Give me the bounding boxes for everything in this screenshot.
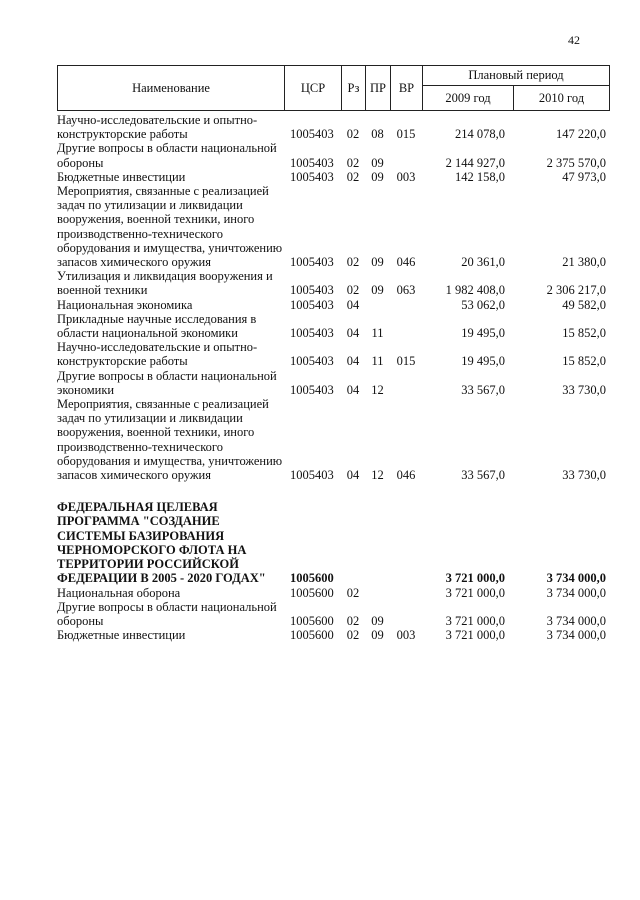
header-plan-period: Плановый период — [423, 66, 609, 86]
row-value-2010: 21 380,0 — [562, 255, 606, 270]
table-row — [57, 600, 610, 628]
row-value-2009: 214 078,0 — [455, 127, 505, 142]
page-number: 42 — [568, 33, 580, 47]
row-name: Национальная экономика — [57, 297, 193, 312]
section-gap — [57, 482, 610, 500]
row-rz: 04 — [346, 382, 360, 397]
row-vr: 003 — [396, 628, 416, 643]
row-value-2010: 47 973,0 — [562, 169, 606, 184]
row-name: Другие вопросы в области национальной обороны — [57, 599, 277, 628]
row-value-2010: 147 220,0 — [556, 127, 606, 142]
row-csr: 1005403 — [290, 382, 334, 397]
row-pr: 11 — [371, 354, 384, 369]
row-value-2009: 19 495,0 — [461, 326, 505, 341]
row-csr: 1005403 — [290, 326, 334, 341]
row-value-2010: 2 375 570,0 — [546, 155, 606, 170]
row-rz: 02 — [346, 628, 360, 643]
row-vr: 046 — [396, 468, 416, 483]
row-name: Прикладные научные исследования в области национальной экономики — [57, 311, 257, 341]
header-vr: ВР — [391, 66, 423, 110]
row-csr: 1005403 — [290, 155, 334, 170]
table-row — [57, 397, 610, 482]
row-name: Научно-исследовательские и опытно-конструкторские работы — [57, 340, 258, 369]
row-csr: 1005403 — [290, 468, 334, 483]
row-value-2009: 1 982 408,0 — [445, 283, 505, 298]
row-pr: 12 — [371, 382, 384, 397]
row-value-2010: 33 730,0 — [562, 468, 606, 483]
row-csr: 1005403 — [290, 283, 334, 298]
row-value-2010: 3 734 000,0 — [546, 585, 606, 600]
header-csr: ЦСР — [285, 66, 342, 110]
header-rz: Рз — [342, 66, 366, 110]
row-csr: 1005403 — [290, 297, 334, 312]
row-rz: 04 — [346, 354, 360, 369]
row-name: ФЕДЕРАЛЬНАЯ ЦЕЛЕВАЯ ПРОГРАММА "СОЗДАНИЕ СИСТЕМЫ БАЗИРОВАНИЯ ЧЕРНОМОРСКОГО ФЛОТА НА ТЕРРИТОРИИ РОССИЙСКОЙ ФЕДЕРАЦИИ В 2005 - 2020 ГОДАХ" — [57, 500, 266, 586]
header-pr: ПР — [366, 66, 391, 110]
row-pr: 09 — [371, 255, 384, 270]
row-value-2009: 53 062,0 — [461, 297, 505, 312]
row-pr: 09 — [371, 613, 384, 628]
row-vr: 015 — [396, 127, 416, 142]
row-rz: 02 — [346, 127, 360, 142]
row-value-2010: 3 734 000,0 — [546, 613, 606, 628]
row-csr: 1005600 — [290, 613, 334, 628]
table-row — [57, 113, 610, 141]
table-row — [57, 184, 610, 269]
table-row — [57, 170, 610, 184]
row-name: Утилизация и ликвидация вооружения и военной техники — [57, 269, 273, 298]
row-vr: 015 — [396, 354, 416, 369]
row-rz: 04 — [346, 468, 360, 483]
row-value-2009: 142 158,0 — [455, 169, 505, 184]
row-csr: 1005600 — [290, 628, 334, 643]
row-name: Научно-исследовательские и опытно-конструкторские работы — [57, 113, 258, 142]
row-csr: 1005403 — [290, 127, 334, 142]
row-rz: 04 — [346, 326, 360, 341]
row-name: Другие вопросы в области национальной экономики — [57, 368, 277, 397]
row-value-2009: 2 144 927,0 — [445, 155, 505, 170]
row-rz: 02 — [346, 585, 360, 600]
row-csr: 1005600 — [290, 571, 334, 586]
row-value-2010: 15 852,0 — [562, 354, 606, 369]
table-row — [57, 586, 610, 600]
table-row — [57, 340, 610, 368]
row-value-2009: 19 495,0 — [461, 354, 505, 369]
row-pr: 09 — [371, 169, 384, 184]
row-pr: 08 — [371, 127, 384, 142]
row-value-2010: 33 730,0 — [562, 382, 606, 397]
row-name: Бюджетные инвестиции — [57, 628, 186, 643]
row-rz: 02 — [346, 169, 360, 184]
row-value-2010: 49 582,0 — [562, 297, 606, 312]
header-year-2010: 2010 год — [538, 90, 585, 105]
row-name: Мероприятия, связанные с реализацией задач по утилизации и ликвидации вооружения, военной техники, иного производственно-технического оборудования и имущества, уничтожению запасов химического оружия — [57, 397, 283, 483]
row-csr: 1005600 — [290, 585, 334, 600]
row-vr: 046 — [396, 255, 416, 270]
row-value-2010: 15 852,0 — [562, 326, 606, 341]
table-row — [57, 312, 610, 340]
table-body — [57, 113, 610, 642]
row-vr: 063 — [396, 283, 416, 298]
row-pr: 09 — [371, 283, 384, 298]
row-value-2010: 3 734 000,0 — [546, 628, 606, 643]
row-rz: 02 — [346, 255, 360, 270]
row-value-2009: 20 361,0 — [461, 255, 505, 270]
row-csr: 1005403 — [290, 354, 334, 369]
row-csr: 1005403 — [290, 169, 334, 184]
row-pr: 09 — [371, 628, 384, 643]
row-value-2009: 3 721 000,0 — [445, 628, 505, 643]
row-value-2010: 3 734 000,0 — [546, 571, 606, 586]
row-pr: 11 — [371, 326, 384, 341]
row-value-2009: 3 721 000,0 — [445, 613, 505, 628]
row-value-2009: 3 721 000,0 — [445, 585, 505, 600]
row-name: Мероприятия, связанные с реализацией задач по утилизации и ликвидации вооружения, военной техники, иного производственно-технического оборудования и имущества, уничтожению запасов химического оружия — [57, 184, 283, 270]
header-name: Наименование — [58, 66, 285, 110]
table-row — [57, 298, 610, 312]
row-name: Другие вопросы в области национальной обороны — [57, 141, 277, 170]
row-csr: 1005403 — [290, 255, 334, 270]
row-pr: 12 — [371, 468, 384, 483]
table-row — [57, 369, 610, 397]
header-year-2009: 2009 год — [423, 86, 514, 110]
table-row — [57, 269, 610, 297]
row-value-2010: 2 306 217,0 — [546, 283, 606, 298]
table-row — [57, 500, 610, 585]
row-name: Национальная оборона — [57, 585, 181, 600]
row-value-2009: 3 721 000,0 — [445, 571, 505, 586]
row-rz: 02 — [346, 283, 360, 298]
table-header — [57, 65, 610, 111]
row-name: Бюджетные инвестиции — [57, 169, 186, 184]
row-pr: 09 — [371, 155, 384, 170]
row-vr: 003 — [396, 169, 416, 184]
row-rz: 04 — [346, 297, 360, 312]
table-row — [57, 628, 610, 642]
row-value-2009: 33 567,0 — [461, 382, 505, 397]
row-rz: 02 — [346, 155, 360, 170]
row-value-2009: 33 567,0 — [461, 468, 505, 483]
row-rz: 02 — [346, 613, 360, 628]
table-row — [57, 141, 610, 169]
